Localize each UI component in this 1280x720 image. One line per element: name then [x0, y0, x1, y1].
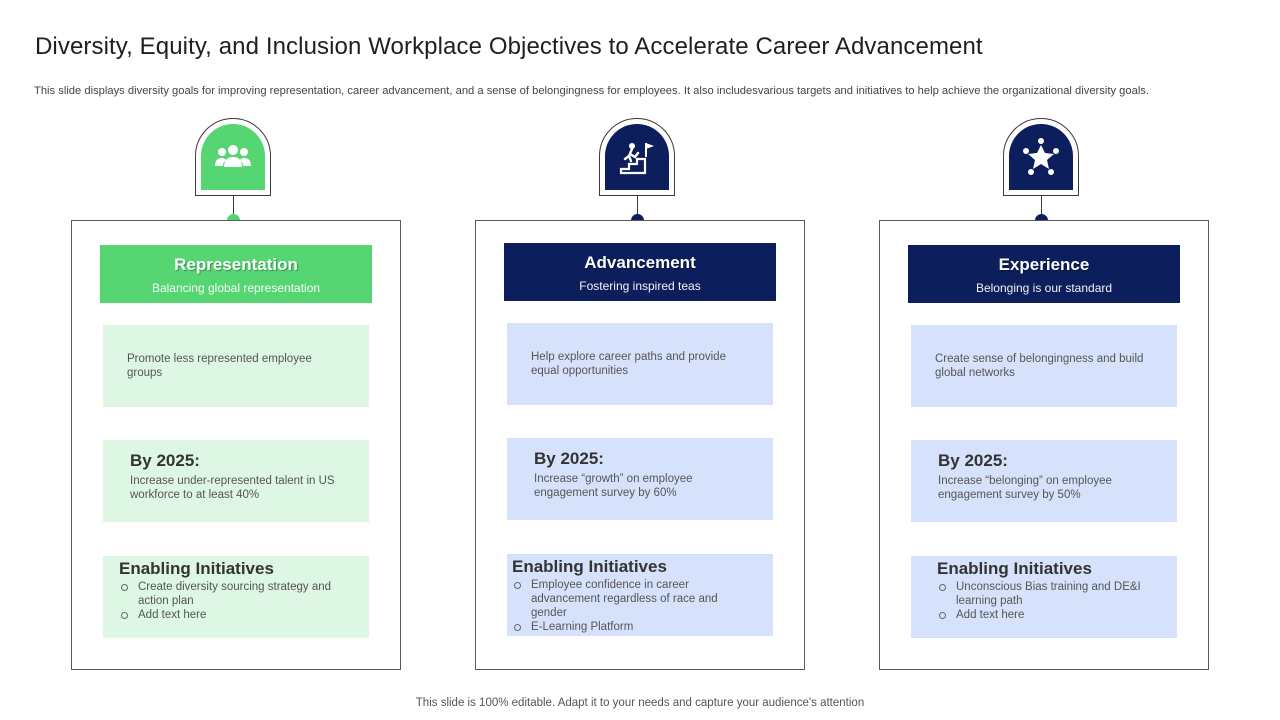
page-subtitle: This slide displays diversity goals for improving representation, career advancement, and a sense of belongingness for employees. It also includesvarious targets and initiatives to help achieve the organizational diversity goals. — [34, 85, 1150, 97]
initiatives-box — [911, 556, 1177, 638]
target-heading: By 2025: — [534, 449, 604, 468]
target-text: Increase “growth” on employee engagement survey by 60% — [534, 473, 693, 499]
card-header-subtitle: Balancing global representation — [151, 281, 321, 295]
target-heading: By 2025: — [130, 451, 200, 470]
objective-box — [507, 323, 773, 405]
objective-text: Create sense of belongingness and build global networks — [935, 353, 1144, 379]
target-box — [911, 440, 1177, 522]
objective-card — [71, 220, 401, 670]
objective-text: Promote less represented employee groups — [127, 353, 312, 379]
card-header-title: Representation — [174, 255, 298, 274]
initiative-item: Employee confidence in career advancement regardless of race and gender — [512, 578, 753, 620]
card-header-subtitle: Fostering inspired teas — [579, 279, 701, 293]
icon-frame — [195, 118, 271, 196]
initiative-item: E-Learning Platform — [512, 620, 753, 634]
initiatives-box — [103, 556, 369, 638]
initiatives-heading: Enabling Initiatives — [512, 557, 667, 576]
target-text: Increase under-represented talent in US workforce to at least 40% — [130, 475, 335, 501]
initiative-item: Create diversity sourcing strategy and action plan — [119, 580, 349, 608]
card-header — [504, 243, 776, 301]
connector-line — [637, 196, 638, 214]
icon-frame — [1003, 118, 1079, 196]
target-text: Increase “belonging” on employee engagement survey by 50% — [938, 475, 1112, 501]
connector-line — [233, 196, 234, 214]
initiatives-box — [507, 554, 773, 636]
people-group-icon — [213, 137, 253, 177]
card-header — [908, 245, 1180, 303]
page-title: Diversity, Equity, and Inclusion Workplace Objectives to Accelerate Career Advancement — [35, 33, 983, 60]
objective-box — [103, 325, 369, 407]
column-experience — [879, 118, 1209, 670]
objective-card — [879, 220, 1209, 670]
climbing-stairs-flag-icon — [617, 137, 657, 177]
initiatives-heading: Enabling Initiatives — [937, 559, 1092, 578]
footer-note: This slide is 100% editable. Adapt it to your needs and capture your audience's attention — [415, 697, 865, 709]
initiative-item: Add text here — [119, 608, 349, 622]
target-heading: By 2025: — [938, 451, 1008, 470]
target-box — [103, 440, 369, 522]
card-header-subtitle: Belonging is our standard — [975, 281, 1113, 295]
objective-text: Help explore career paths and provide equal opportunities — [531, 351, 726, 377]
column-representation — [71, 118, 401, 670]
icon-frame — [599, 118, 675, 196]
objective-box — [911, 325, 1177, 407]
column-advancement — [475, 118, 805, 670]
initiative-item: Unconscious Bias training and DE&I learning path — [937, 580, 1157, 608]
card-header-title: Advancement — [584, 253, 696, 272]
connector-line — [1041, 196, 1042, 214]
initiative-item: Add text here — [937, 608, 1157, 622]
card-header — [100, 245, 372, 303]
initiatives-heading: Enabling Initiatives — [119, 559, 274, 578]
card-header-title: Experience — [998, 255, 1090, 274]
target-box — [507, 438, 773, 520]
objective-card — [475, 220, 805, 670]
team-star-icon — [1021, 137, 1061, 177]
